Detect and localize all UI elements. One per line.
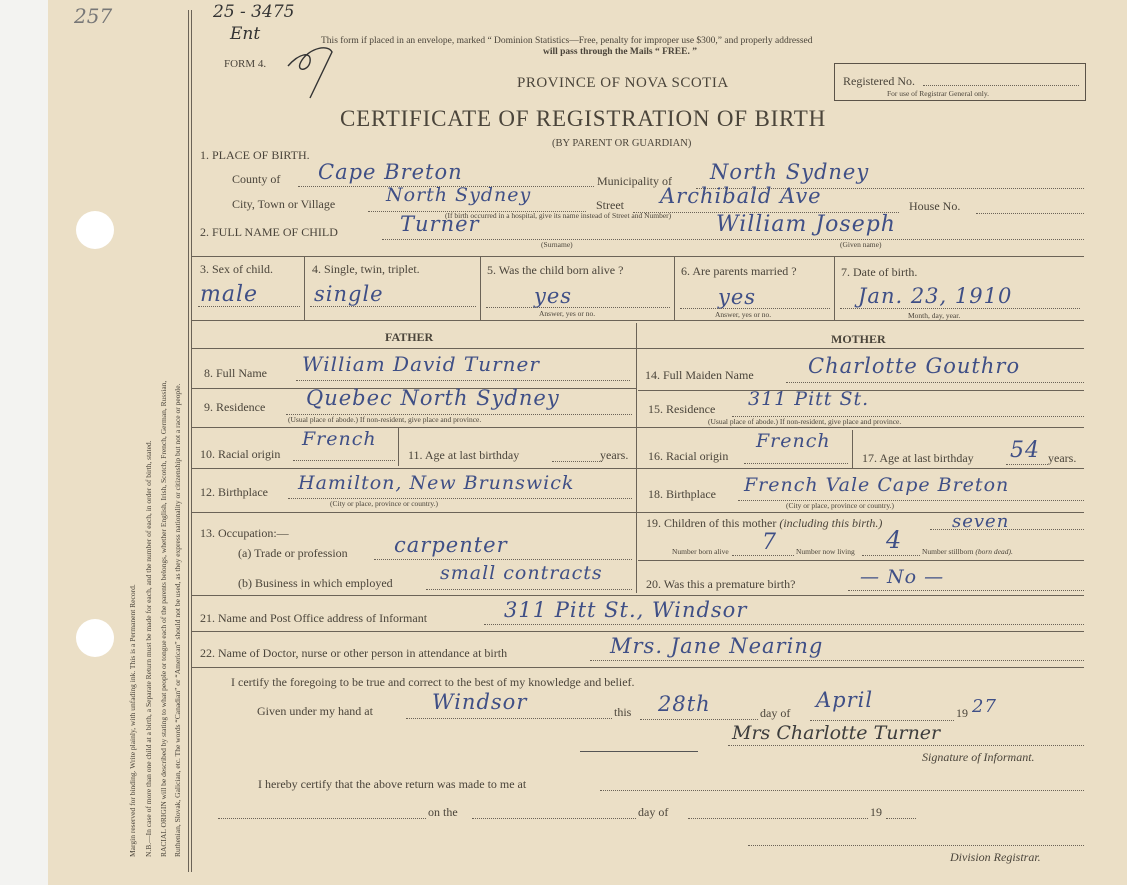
informant-address-value: 311 Pitt St., Windsor [504,598,748,622]
mother-age-label: 17. Age at last birthday [862,451,974,465]
alive-value: yes [534,284,573,308]
mother-residence-label: 15. Residence [648,402,716,416]
archive-number: 257 [74,4,113,28]
registrar-month-line [688,818,868,819]
margin-note-1: Margin reserved for binding. Write plainly, with unfading ink. This is a Permanent Record. [128,584,137,857]
alive-line [486,307,670,308]
registrar-date-line [218,818,426,819]
postal-notice-line-1: This form if placed in an envelope, marked “ Dominion Statistics—Free, penalty for improper use $300,” and properly addressed [321,36,813,46]
margin-note-2: N.B.—In case of more than one child at a birth, a Separate Return must be made for each, and the number of each, in order of birth, stated. [144,440,153,857]
house-label: House No. [909,199,961,213]
city-value: North Sydney [386,184,532,206]
children-label-note: (including this birth.) [779,516,883,530]
registrar-place-line [600,790,1084,791]
business-label: (b) Business in which employed [238,576,393,590]
child-name-label: 2. FULL NAME OF CHILD [200,225,338,239]
registrar-year-prefix: 19 [870,805,882,819]
margin-note-3: RACIAL ORIGIN will be described by stating to what people or tongue each of the parents belongs, whether English, Irish, Scotch, French, German, Russian, [159,380,168,857]
registrar-year-line [886,818,916,819]
now-living-line [862,555,920,556]
business-line [426,589,632,590]
mother-residence-note: (Usual place of abode.) If non-resident, give place and province. [708,417,902,426]
certificate-subtitle: (BY PARENT OR GUARDIAN) [552,138,692,149]
father-age-label: 11. Age at last birthday [408,448,520,462]
rule-occupation [192,595,1084,596]
trade-value: carpenter [394,533,508,557]
mother-birthplace-value: French Vale Cape Breton [744,474,1010,496]
premature-value: — No — [860,566,945,588]
mother-name-value: Charlotte Gouthro [808,354,1021,378]
parents-divider [636,323,637,593]
now-living-label: Number now living [796,547,855,556]
father-name-line [296,380,630,381]
business-value: small contracts [440,562,603,584]
alive-caption: Answer, yes or no. [539,309,596,318]
plurality-value: single [314,282,384,306]
registered-no-label: Registered No. [843,74,915,88]
given-month-value: April [816,688,874,712]
municipality-value: North Sydney [710,160,870,184]
stillborn-label [922,547,1013,556]
rule-racial [192,468,1084,469]
mother-name-label: 14. Full Maiden Name [645,368,754,382]
informant-line [484,624,1084,625]
father-racial-value: French [302,428,377,450]
rule-row3-bottom [192,320,1084,321]
informant-label: 21. Name and Post Office address of Informant [200,611,428,625]
rule-birthplace [192,512,1084,513]
now-living-value: 4 [886,526,903,554]
born-alive-value: 7 [762,530,777,555]
dob-label: 7. Date of birth. [841,265,918,279]
given-place-value: Windsor [432,690,528,714]
given-name-caption: (Given name) [840,240,882,249]
divider-sex [304,256,305,320]
stillborn-label-note: (born dead). [975,547,1013,556]
punch-hole-top [76,211,114,249]
year-prefix: 19 [956,706,968,720]
children-value: seven [952,511,1010,532]
certify-statement: I certify the foregoing to be true and correct to the best of my knowledge and belief. [231,675,635,689]
registrar-certify: I hereby certify that the above return was made to me at [258,777,527,791]
entered-mark: Ent [230,24,261,44]
mother-birthplace-note: (City or place, province or country.) [786,501,895,510]
registrar-signature-line [748,845,1084,846]
postal-notice-line-2: will pass through the Mails “ FREE. ” [543,47,697,57]
mother-racial-value: French [756,430,831,452]
rule-parents-head [192,348,1084,349]
sex-line [198,306,300,307]
registrar-caption: Division Registrar. [950,850,1041,864]
mother-age-line [1006,464,1048,465]
child-given-name-value: William Joseph [716,212,896,237]
street-label: Street [596,198,624,212]
municipality-label: Municipality of [597,174,672,188]
divider-plurality [480,256,481,320]
father-name-label: 8. Full Name [204,366,267,380]
margin-note-4: Ruthenian, Slovak, Galician, etc. The words “Canadian” or “American” should not be used, as they express nationality or citizenship but not a race or people. [173,383,182,857]
stillborn-label-text: Number stillborn [922,547,974,556]
father-age-line [552,461,602,462]
sex-value: male [200,282,259,307]
signature-short-rule [580,751,698,752]
given-under-label: Given under my hand at [257,704,373,718]
dob-caption: Month, day, year. [908,311,961,320]
doctor-value: Mrs. Jane Nearing [610,634,824,658]
this-label: this [614,705,632,719]
plurality-line [310,306,476,307]
rule-row3-top [192,256,1084,257]
doctor-label: 22. Name of Doctor, nurse or other person in attendance at birth [200,646,508,660]
surname-caption: (Surname) [541,240,573,249]
on-the-label: on the [428,805,458,819]
hospital-note: (If birth occurred in a hospital, give its name instead of Street and Number) [445,211,672,220]
alive-label: 5. Was the child born alive ? [487,263,624,277]
married-caption: Answer, yes or no. [715,310,772,319]
rule-informant [192,631,1084,632]
mother-residence-value: 311 Pitt St. [748,388,870,410]
rule-children [638,560,1084,561]
registered-no-line [923,85,1079,86]
birth-certificate-form [48,0,1127,885]
doctor-line [590,660,1084,661]
father-birthplace-value: Hamilton, New Brunswick [298,472,575,494]
mother-age-value: 54 [1010,438,1040,463]
registrar-use-note: For use of Registrar General only. [887,89,989,98]
divider-alive [674,256,675,320]
street-value: Archibald Ave [660,184,822,208]
born-alive-line [732,555,794,556]
trade-label: (a) Trade or profession [238,546,348,560]
married-value: yes [718,285,757,309]
married-line [680,308,830,309]
county-label: County of [232,172,281,186]
father-residence-note: (Usual place of abode.) If non-resident, give place and province. [288,415,482,424]
margin-rule-inner [191,10,192,872]
mother-years-label: years. [1048,451,1077,465]
trade-line [374,559,632,560]
mother-racial-line [744,463,848,464]
children-label-text: 19. Children of this mother [646,516,777,530]
plurality-label: 4. Single, twin, triplet. [312,262,420,276]
mother-name-line [786,382,1084,383]
dob-value: Jan. 23, 1910 [858,284,1013,308]
children-label [646,516,882,531]
mother-birthplace-label: 18. Birthplace [648,487,716,501]
margin-rule [188,10,189,872]
sex-label: 3. Sex of child. [200,262,273,276]
form-number: FORM 4. [224,58,267,70]
place-of-birth-heading: 1. PLACE OF BIRTH. [200,148,310,162]
signature-line [728,745,1084,746]
divider-mother-racial [852,430,853,468]
given-place-line [406,718,612,719]
informant-signature: Mrs Charlotte Turner [732,722,941,744]
father-years-label: years. [600,448,629,462]
punch-hole-bottom [76,619,114,657]
handwritten-scribble [280,38,350,104]
dob-line [840,308,1080,309]
rule-doctor [192,667,1084,668]
father-racial-label: 10. Racial origin [200,447,281,461]
given-year-value: 27 [972,696,997,717]
father-heading: FATHER [385,330,434,344]
father-birthplace-note: (City or place, province or country.) [330,499,439,508]
occupation-label: 13. Occupation:— [200,526,289,540]
father-racial-line [293,460,395,461]
divider-father-racial [398,428,399,466]
registered-box [834,63,1086,101]
house-line [976,213,1084,214]
premature-line [848,590,1084,591]
divider-married [834,256,835,320]
child-surname-value: Turner [400,212,480,236]
father-residence-label: 9. Residence [204,400,266,414]
given-day-line [640,719,758,720]
mother-heading: MOTHER [831,332,886,346]
premature-label: 20. Was this a premature birth? [646,577,796,591]
given-day-value: 28th [658,692,711,716]
father-residence-value: Quebec North Sydney [306,386,560,410]
born-alive-label: Number born alive [672,547,729,556]
given-month-line [810,720,954,721]
province-heading: PROVINCE OF NOVA SCOTIA [517,75,729,91]
child-name-line [382,239,1084,240]
father-birthplace-label: 12. Birthplace [200,485,268,499]
mother-racial-label: 16. Racial origin [648,449,729,463]
father-name-value: William David Turner [302,352,540,376]
registrar-day-line [472,818,636,819]
county-value: Cape Breton [318,160,463,184]
day-of-label: day of [760,706,791,720]
reference-number: 25 - 3475 [213,2,295,22]
certificate-title: CERTIFICATE OF REGISTRATION OF BIRTH [340,106,827,131]
married-label: 6. Are parents married ? [681,264,797,278]
registrar-day-of-label: day of [638,805,669,819]
city-label: City, Town or Village [232,197,336,211]
signature-caption: Signature of Informant. [922,750,1035,764]
